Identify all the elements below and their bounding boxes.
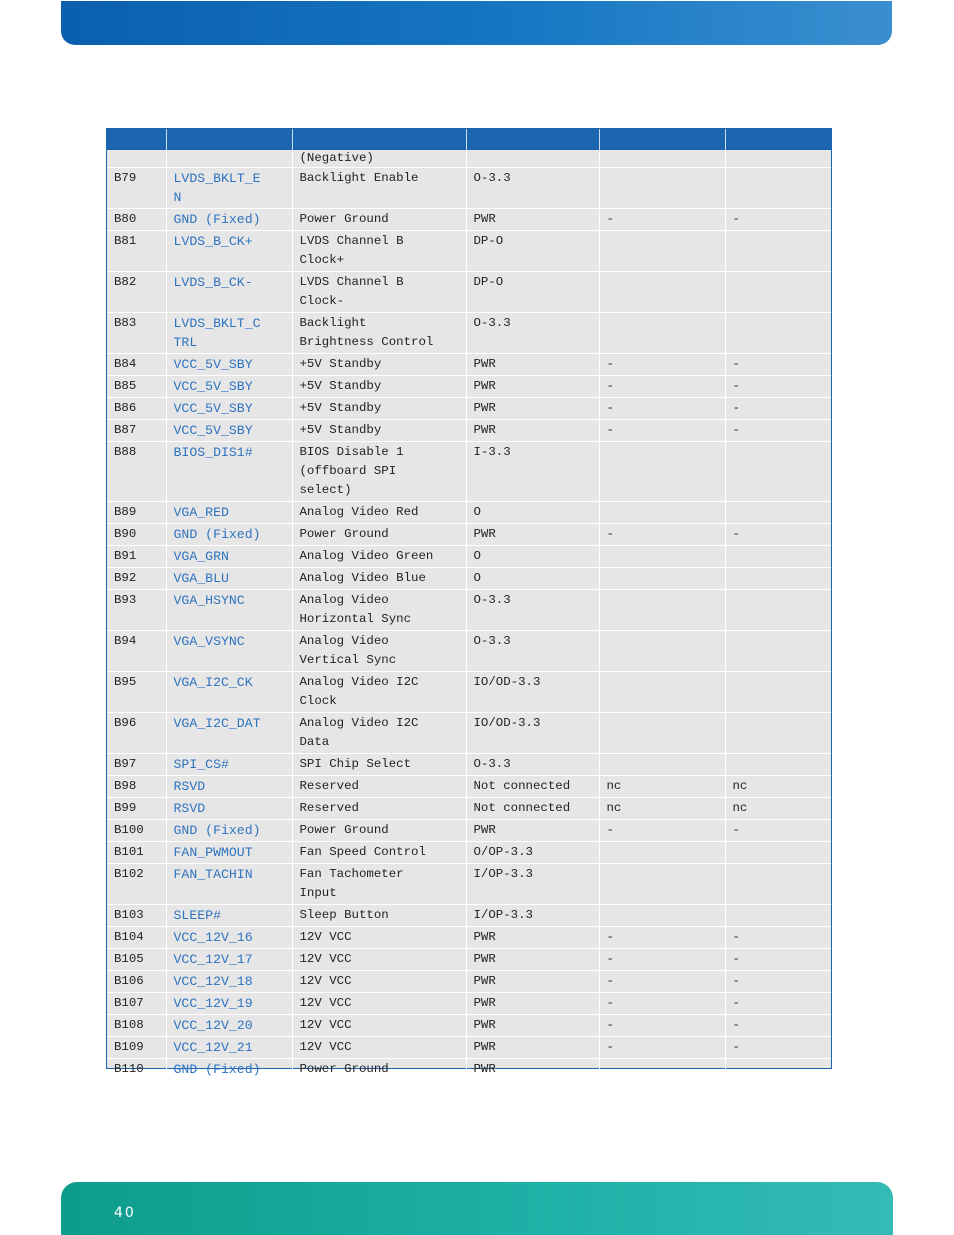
- pin-cell: [107, 150, 166, 168]
- col5-cell: nc: [599, 776, 725, 798]
- pin-cell: B88: [107, 442, 166, 502]
- col5-cell: -: [599, 949, 725, 971]
- pin-cell: B91: [107, 546, 166, 568]
- type-cell: O: [466, 568, 599, 590]
- description-cell: 12V VCC: [292, 971, 466, 993]
- signal-cell: LVDS_BKLT_E N: [166, 168, 292, 209]
- col5-cell: -: [599, 209, 725, 231]
- col6-cell: -: [725, 420, 831, 442]
- description-cell: Analog Video Red: [292, 502, 466, 524]
- type-cell: Not connected: [466, 798, 599, 820]
- table-row: [107, 442, 831, 502]
- col6-cell: [725, 590, 831, 631]
- header-cell-description: [292, 129, 466, 150]
- signal-cell: LVDS_BKLT_C TRL: [166, 313, 292, 354]
- col6-cell: [725, 631, 831, 672]
- description-cell: Analog Video I2C Data: [292, 713, 466, 754]
- col5-cell: -: [599, 524, 725, 546]
- type-cell: PWR: [466, 993, 599, 1015]
- type-cell: I/OP-3.3: [466, 905, 599, 927]
- table-row: [107, 971, 831, 993]
- table-row: [107, 1015, 831, 1037]
- table-row: [107, 927, 831, 949]
- table-row: [107, 313, 831, 354]
- col6-cell: [725, 1059, 831, 1081]
- header-cell-col6: [725, 129, 831, 150]
- description-cell: Power Ground: [292, 1059, 466, 1081]
- col6-cell: -: [725, 524, 831, 546]
- table-row: [107, 672, 831, 713]
- pin-cell: B105: [107, 949, 166, 971]
- table-row: [107, 168, 831, 209]
- table-row: [107, 398, 831, 420]
- pin-cell: B109: [107, 1037, 166, 1059]
- col5-cell: -: [599, 376, 725, 398]
- type-cell: PWR: [466, 1015, 599, 1037]
- type-cell: PWR: [466, 354, 599, 376]
- col5-cell: [599, 713, 725, 754]
- description-cell: Power Ground: [292, 820, 466, 842]
- col5-cell: -: [599, 420, 725, 442]
- col6-cell: [725, 905, 831, 927]
- pin-cell: B110: [107, 1059, 166, 1081]
- table-row: [107, 590, 831, 631]
- table-row: [107, 568, 831, 590]
- col6-cell: [725, 842, 831, 864]
- signal-cell: SLEEP#: [166, 905, 292, 927]
- type-cell: PWR: [466, 971, 599, 993]
- type-cell: O-3.3: [466, 754, 599, 776]
- pin-cell: B87: [107, 420, 166, 442]
- description-cell: Reserved: [292, 776, 466, 798]
- col6-cell: [725, 502, 831, 524]
- col5-cell: nc: [599, 798, 725, 820]
- signal-cell: LVDS_B_CK+: [166, 231, 292, 272]
- table-row: [107, 209, 831, 231]
- col5-cell: [599, 905, 725, 927]
- description-cell: Analog Video Vertical Sync: [292, 631, 466, 672]
- type-cell: O-3.3: [466, 168, 599, 209]
- table-row: [107, 1059, 831, 1081]
- table-row: [107, 272, 831, 313]
- description-cell: +5V Standby: [292, 398, 466, 420]
- pin-cell: B103: [107, 905, 166, 927]
- signal-cell: GND (Fixed): [166, 209, 292, 231]
- table-row: [107, 502, 831, 524]
- signal-cell: GND (Fixed): [166, 820, 292, 842]
- signal-cell: VCC_12V_18: [166, 971, 292, 993]
- signal-cell: VCC_12V_20: [166, 1015, 292, 1037]
- pin-cell: B101: [107, 842, 166, 864]
- col5-cell: -: [599, 1037, 725, 1059]
- col6-cell: [725, 168, 831, 209]
- pin-cell: B98: [107, 776, 166, 798]
- col6-cell: -: [725, 398, 831, 420]
- pin-cell: B90: [107, 524, 166, 546]
- pin-cell: B102: [107, 864, 166, 905]
- pin-cell: B85: [107, 376, 166, 398]
- signal-cell: RSVD: [166, 776, 292, 798]
- pin-cell: B83: [107, 313, 166, 354]
- table-header-row: [107, 129, 831, 150]
- signal-cell: VCC_5V_SBY: [166, 354, 292, 376]
- type-cell: IO/OD-3.3: [466, 713, 599, 754]
- pin-cell: B100: [107, 820, 166, 842]
- signal-cell: VCC_5V_SBY: [166, 398, 292, 420]
- footer-banner: [61, 1182, 893, 1235]
- table-row: [107, 524, 831, 546]
- signal-cell: VGA_HSYNC: [166, 590, 292, 631]
- signal-cell: VCC_12V_19: [166, 993, 292, 1015]
- signal-cell: VGA_I2C_CK: [166, 672, 292, 713]
- pin-cell: B96: [107, 713, 166, 754]
- col6-cell: [725, 272, 831, 313]
- description-cell: BIOS Disable 1 (offboard SPI select): [292, 442, 466, 502]
- description-cell: +5V Standby: [292, 420, 466, 442]
- col5-cell: -: [599, 927, 725, 949]
- pin-cell: B97: [107, 754, 166, 776]
- description-cell: Power Ground: [292, 524, 466, 546]
- col5-cell: [599, 150, 725, 168]
- signal-cell: VGA_RED: [166, 502, 292, 524]
- type-cell: O: [466, 502, 599, 524]
- description-cell: 12V VCC: [292, 949, 466, 971]
- table-row: [107, 905, 831, 927]
- col5-cell: [599, 313, 725, 354]
- pin-cell: B94: [107, 631, 166, 672]
- col5-cell: [599, 168, 725, 209]
- description-cell: +5V Standby: [292, 376, 466, 398]
- col6-cell: -: [725, 949, 831, 971]
- col6-cell: nc: [725, 798, 831, 820]
- col5-cell: [599, 568, 725, 590]
- type-cell: PWR: [466, 1059, 599, 1081]
- col6-cell: [725, 546, 831, 568]
- col5-cell: -: [599, 1015, 725, 1037]
- table-row: [107, 631, 831, 672]
- table-row: [107, 776, 831, 798]
- description-cell: Fan Tachometer Input: [292, 864, 466, 905]
- pin-cell: B79: [107, 168, 166, 209]
- col5-cell: -: [599, 971, 725, 993]
- description-cell: 12V VCC: [292, 993, 466, 1015]
- signal-cell: FAN_PWMOUT: [166, 842, 292, 864]
- col6-cell: -: [725, 993, 831, 1015]
- col6-cell: [725, 442, 831, 502]
- col6-cell: [725, 568, 831, 590]
- pin-cell: B86: [107, 398, 166, 420]
- type-cell: PWR: [466, 949, 599, 971]
- col5-cell: [599, 442, 725, 502]
- pin-cell: B104: [107, 927, 166, 949]
- description-cell: LVDS Channel B Clock+: [292, 231, 466, 272]
- type-cell: I/OP-3.3: [466, 864, 599, 905]
- col5-cell: [599, 272, 725, 313]
- type-cell: [466, 150, 599, 168]
- type-cell: IO/OD-3.3: [466, 672, 599, 713]
- col5-cell: -: [599, 354, 725, 376]
- type-cell: PWR: [466, 376, 599, 398]
- col5-cell: [599, 754, 725, 776]
- col6-cell: [725, 231, 831, 272]
- signal-cell: VCC_12V_21: [166, 1037, 292, 1059]
- signal-cell: VGA_I2C_DAT: [166, 713, 292, 754]
- type-cell: PWR: [466, 209, 599, 231]
- table-row: [107, 1037, 831, 1059]
- table-row: [107, 993, 831, 1015]
- signal-cell: BIOS_DIS1#: [166, 442, 292, 502]
- header-cell-col5: [599, 129, 725, 150]
- col5-cell: -: [599, 398, 725, 420]
- header-cell-type: [466, 129, 599, 150]
- col5-cell: [599, 864, 725, 905]
- col6-cell: [725, 754, 831, 776]
- col5-cell: [599, 672, 725, 713]
- col5-cell: -: [599, 993, 725, 1015]
- pin-cell: B99: [107, 798, 166, 820]
- header-banner: [61, 1, 892, 45]
- type-cell: PWR: [466, 420, 599, 442]
- description-cell: Power Ground: [292, 209, 466, 231]
- type-cell: PWR: [466, 524, 599, 546]
- description-cell: Analog Video Green: [292, 546, 466, 568]
- col6-cell: -: [725, 1037, 831, 1059]
- signal-cell: LVDS_B_CK-: [166, 272, 292, 313]
- pin-cell: B80: [107, 209, 166, 231]
- type-cell: PWR: [466, 398, 599, 420]
- description-cell: Fan Speed Control: [292, 842, 466, 864]
- col5-cell: [599, 631, 725, 672]
- table-row: [107, 150, 831, 168]
- type-cell: Not connected: [466, 776, 599, 798]
- type-cell: O: [466, 546, 599, 568]
- type-cell: O-3.3: [466, 590, 599, 631]
- table-row: [107, 864, 831, 905]
- table-row: [107, 754, 831, 776]
- col6-cell: [725, 313, 831, 354]
- description-cell: Sleep Button: [292, 905, 466, 927]
- table-row: [107, 820, 831, 842]
- col6-cell: -: [725, 927, 831, 949]
- description-cell: Reserved: [292, 798, 466, 820]
- table-row: [107, 842, 831, 864]
- col5-cell: [599, 590, 725, 631]
- col6-cell: [725, 864, 831, 905]
- type-cell: O/OP-3.3: [466, 842, 599, 864]
- col5-cell: [599, 231, 725, 272]
- pin-cell: B82: [107, 272, 166, 313]
- description-cell: LVDS Channel B Clock-: [292, 272, 466, 313]
- description-cell: Backlight Enable: [292, 168, 466, 209]
- table-row: [107, 713, 831, 754]
- col5-cell: -: [599, 820, 725, 842]
- table-row: [107, 798, 831, 820]
- type-cell: I-3.3: [466, 442, 599, 502]
- pin-cell: B84: [107, 354, 166, 376]
- signal-cell: FAN_TACHIN: [166, 864, 292, 905]
- table-row: [107, 376, 831, 398]
- description-cell: Analog Video I2C Clock: [292, 672, 466, 713]
- type-cell: PWR: [466, 1037, 599, 1059]
- description-cell: Backlight Brightness Control: [292, 313, 466, 354]
- col6-cell: [725, 150, 831, 168]
- description-cell: 12V VCC: [292, 1015, 466, 1037]
- col6-cell: [725, 672, 831, 713]
- header-cell-pin: [107, 129, 166, 150]
- signal-cell: VCC_12V_16: [166, 927, 292, 949]
- col6-cell: -: [725, 820, 831, 842]
- signal-cell: [166, 150, 292, 168]
- signal-cell: SPI_CS#: [166, 754, 292, 776]
- description-cell: SPI Chip Select: [292, 754, 466, 776]
- pin-cell: B93: [107, 590, 166, 631]
- table-body: [107, 150, 831, 1081]
- table-row: [107, 949, 831, 971]
- col6-cell: -: [725, 354, 831, 376]
- pinout-table: [106, 128, 832, 1077]
- col6-cell: -: [725, 971, 831, 993]
- description-cell: (Negative): [292, 150, 466, 168]
- description-cell: 12V VCC: [292, 927, 466, 949]
- table-row: [107, 231, 831, 272]
- type-cell: PWR: [466, 927, 599, 949]
- header-cell-signal: [166, 129, 292, 150]
- signal-cell: VGA_GRN: [166, 546, 292, 568]
- col6-cell: [725, 713, 831, 754]
- pin-cell: B95: [107, 672, 166, 713]
- pin-cell: B106: [107, 971, 166, 993]
- pin-cell: B108: [107, 1015, 166, 1037]
- signal-cell: VCC_5V_SBY: [166, 420, 292, 442]
- type-cell: O-3.3: [466, 631, 599, 672]
- pin-cell: B92: [107, 568, 166, 590]
- col5-cell: [599, 502, 725, 524]
- table-row: [107, 420, 831, 442]
- description-cell: Analog Video Blue: [292, 568, 466, 590]
- signal-cell: GND (Fixed): [166, 1059, 292, 1081]
- page-number: 40: [114, 1205, 136, 1221]
- col6-cell: -: [725, 209, 831, 231]
- pin-cell: B89: [107, 502, 166, 524]
- signal-cell: GND (Fixed): [166, 524, 292, 546]
- col6-cell: nc: [725, 776, 831, 798]
- description-cell: Analog Video Horizontal Sync: [292, 590, 466, 631]
- type-cell: DP-O: [466, 231, 599, 272]
- pin-cell: B81: [107, 231, 166, 272]
- description-cell: +5V Standby: [292, 354, 466, 376]
- col5-cell: [599, 1059, 725, 1081]
- col5-cell: [599, 842, 725, 864]
- table-row: [107, 354, 831, 376]
- col6-cell: -: [725, 376, 831, 398]
- description-cell: 12V VCC: [292, 1037, 466, 1059]
- table-row: [107, 546, 831, 568]
- signal-cell: VGA_BLU: [166, 568, 292, 590]
- signal-cell: VCC_12V_17: [166, 949, 292, 971]
- signal-cell: VGA_VSYNC: [166, 631, 292, 672]
- type-cell: DP-O: [466, 272, 599, 313]
- signal-cell: VCC_5V_SBY: [166, 376, 292, 398]
- type-cell: O-3.3: [466, 313, 599, 354]
- col6-cell: -: [725, 1015, 831, 1037]
- col5-cell: [599, 546, 725, 568]
- pin-cell: B107: [107, 993, 166, 1015]
- signal-cell: RSVD: [166, 798, 292, 820]
- type-cell: PWR: [466, 820, 599, 842]
